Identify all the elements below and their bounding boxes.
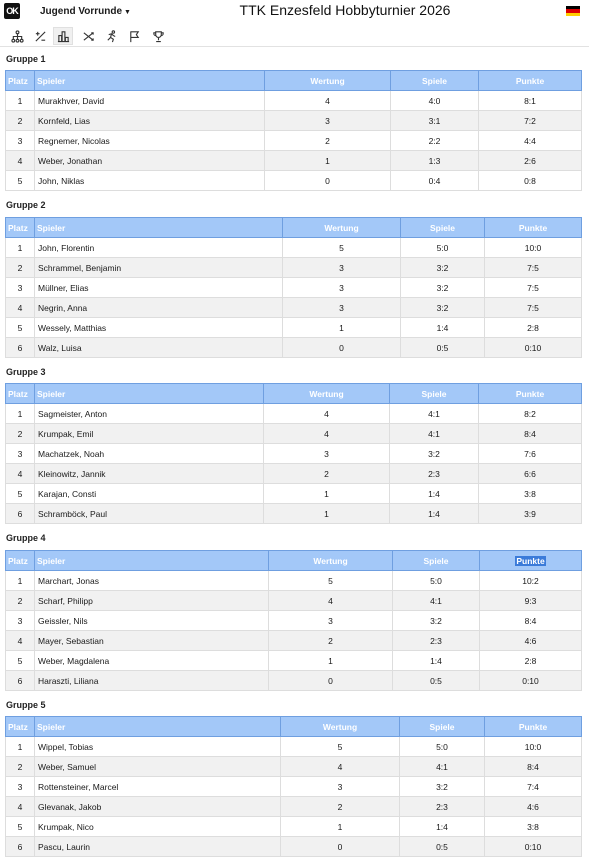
col-header-punkte[interactable]: Punkte [479, 71, 582, 91]
group-3-table [5, 383, 582, 524]
cell-wertung: 4 [269, 591, 393, 611]
cell-punkte: 7:6 [479, 444, 582, 464]
cell-platz: 6 [6, 338, 35, 358]
cell-spieler: Geissler, Nils [35, 611, 269, 631]
cell-spiele: 3:1 [391, 111, 479, 131]
col-header-spieler[interactable]: Spieler [35, 71, 265, 91]
cell-spieler: Sagmeister, Anton [35, 404, 264, 424]
cell-wertung: 3 [269, 611, 393, 631]
cell-spieler: Weber, Jonathan [35, 151, 265, 171]
table-header-row [6, 218, 582, 238]
cell-spiele: 4:1 [390, 424, 479, 444]
shuffle-icon [82, 30, 95, 43]
col-header-wertung[interactable]: Wertung [269, 551, 393, 571]
runner-button[interactable] [101, 27, 121, 45]
cell-wertung: 1 [265, 151, 391, 171]
chevron-down-icon: ▼ [124, 9, 131, 16]
cell-wertung: 4 [264, 404, 390, 424]
cell-platz: 3 [6, 131, 35, 151]
table-row[interactable] [6, 504, 582, 524]
cell-punkte: 2:8 [485, 318, 582, 338]
cell-spieler: Krumpak, Nico [35, 817, 281, 837]
col-header-platz[interactable]: Platz [6, 717, 35, 737]
table-row[interactable] [6, 571, 582, 591]
cell-spiele: 5:0 [400, 737, 485, 757]
table-row[interactable] [6, 171, 582, 191]
cell-punkte: 7:5 [485, 258, 582, 278]
round-select-label: Jugend Vorrunde [40, 6, 123, 17]
cell-wertung: 0 [265, 171, 391, 191]
cell-spiele: 1:3 [391, 151, 479, 171]
col-header-spiele[interactable]: Spiele [393, 551, 480, 571]
score-edit-icon [34, 30, 47, 43]
cell-spieler: Krumpak, Emil [35, 424, 264, 444]
cell-spiele: 4:1 [390, 404, 479, 424]
cell-punkte: 9:3 [480, 591, 582, 611]
cell-spieler: Machatzek, Noah [35, 444, 264, 464]
cell-spieler: Rottensteiner, Marcel [35, 777, 281, 797]
cell-wertung: 3 [283, 258, 401, 278]
cell-spieler: Schramböck, Paul [35, 504, 264, 524]
col-header-platz[interactable]: Platz [6, 71, 35, 91]
cell-wertung: 4 [264, 424, 390, 444]
cell-spieler: Karajan, Consti [35, 484, 264, 504]
cell-spiele: 4:0 [391, 91, 479, 111]
cell-platz: 2 [6, 424, 35, 444]
title-bar [0, 0, 589, 24]
cell-spiele: 1:4 [400, 817, 485, 837]
cell-punkte: 3:9 [479, 504, 582, 524]
cell-spiele: 3:2 [401, 278, 485, 298]
cell-wertung: 2 [264, 464, 390, 484]
table-row[interactable] [6, 671, 582, 691]
table-row[interactable] [6, 797, 582, 817]
cell-spieler: John, Florentin [35, 238, 283, 258]
standings-chart-button[interactable] [53, 27, 73, 45]
cell-punkte: 8:1 [479, 91, 582, 111]
group-5-table [5, 716, 582, 857]
table-row[interactable] [6, 238, 582, 258]
cell-wertung: 3 [265, 111, 391, 131]
cell-spieler: Walz, Luisa [35, 338, 283, 358]
cell-punkte: 10:0 [485, 737, 582, 757]
cell-punkte: 7:4 [485, 777, 582, 797]
cell-platz: 4 [6, 464, 35, 484]
cell-platz: 6 [6, 504, 35, 524]
cell-punkte: 0:10 [480, 671, 582, 691]
cell-spiele: 1:4 [390, 504, 479, 524]
group-4-table [5, 550, 582, 691]
cell-platz: 1 [6, 404, 35, 424]
cell-platz: 5 [6, 171, 35, 191]
cell-platz: 1 [6, 91, 35, 111]
cell-platz: 4 [6, 797, 35, 817]
col-header-spiele[interactable]: Spiele [391, 71, 479, 91]
table-row[interactable] [6, 611, 582, 631]
cell-punkte: 10:0 [485, 238, 582, 258]
cell-wertung: 0 [283, 338, 401, 358]
cell-punkte: 7:2 [479, 111, 582, 131]
cell-spieler: Glevanak, Jakob [35, 797, 281, 817]
cell-platz: 3 [6, 444, 35, 464]
cell-punkte: 7:5 [485, 278, 582, 298]
cell-spiele: 3:2 [393, 611, 480, 631]
table-row[interactable] [6, 837, 582, 857]
table-row[interactable] [6, 131, 582, 151]
cell-spiele: 4:1 [400, 757, 485, 777]
cell-spieler: Scharf, Philipp [35, 591, 269, 611]
cell-platz: 6 [6, 837, 35, 857]
cell-spiele: 1:4 [393, 651, 480, 671]
shuffle-button[interactable] [78, 27, 98, 45]
group-1-title: Gruppe 1 [6, 54, 46, 64]
cell-spiele: 0:5 [393, 671, 480, 691]
cell-spiele: 1:4 [390, 484, 479, 504]
col-header-spieler[interactable]: Spieler [35, 717, 281, 737]
col-header-wertung[interactable]: Wertung [281, 717, 400, 737]
cell-wertung: 1 [269, 651, 393, 671]
table-row[interactable] [6, 91, 582, 111]
table-row[interactable] [6, 464, 582, 484]
cell-platz: 4 [6, 298, 35, 318]
col-header-spieler[interactable]: Spieler [35, 551, 269, 571]
cell-punkte: 4:4 [479, 131, 582, 151]
cell-spiele: 2:3 [393, 631, 480, 651]
cell-spiele: 5:0 [401, 238, 485, 258]
cell-platz: 4 [6, 151, 35, 171]
cell-wertung: 4 [281, 757, 400, 777]
col-header-spieler[interactable]: Spieler [35, 218, 283, 238]
cell-spieler: Regnemer, Nicolas [35, 131, 265, 151]
table-row[interactable] [6, 298, 582, 318]
cell-wertung: 2 [269, 631, 393, 651]
cell-punkte: 4:6 [480, 631, 582, 651]
cell-platz: 5 [6, 817, 35, 837]
cell-spiele: 1:4 [401, 318, 485, 338]
app-logo: OK [4, 3, 20, 19]
col-header-punkte-selected[interactable] [480, 551, 582, 571]
cell-platz: 5 [6, 651, 35, 671]
cell-spieler: Wessely, Matthias [35, 318, 283, 338]
cell-wertung: 2 [281, 797, 400, 817]
table-row[interactable] [6, 318, 582, 338]
cell-punkte: 4:6 [485, 797, 582, 817]
cell-wertung: 3 [281, 777, 400, 797]
cell-wertung: 4 [265, 91, 391, 111]
cell-spiele: 0:4 [391, 171, 479, 191]
cell-spiele: 0:5 [401, 338, 485, 358]
cell-punkte: 3:8 [485, 817, 582, 837]
table-row[interactable] [6, 151, 582, 171]
selected-header-text: Punkte [516, 555, 545, 566]
cell-wertung: 1 [264, 504, 390, 524]
cell-platz: 1 [6, 571, 35, 591]
cell-spiele: 2:3 [390, 464, 479, 484]
table-row[interactable] [6, 404, 582, 424]
table-row[interactable] [6, 591, 582, 611]
cell-spieler: Pascu, Laurin [35, 837, 281, 857]
round-select-dropdown[interactable] [40, 6, 131, 17]
cell-punkte: 8:4 [480, 611, 582, 631]
cell-spiele: 3:2 [401, 298, 485, 318]
cell-wertung: 3 [264, 444, 390, 464]
col-header-spieler[interactable]: Spieler [35, 384, 264, 404]
cell-punkte: 0:10 [485, 338, 582, 358]
col-header-wertung[interactable]: Wertung [264, 384, 390, 404]
cell-spieler: Haraszti, Liliana [35, 671, 269, 691]
group-1-table [5, 70, 582, 191]
group-5-title: Gruppe 5 [6, 700, 46, 710]
cell-platz: 2 [6, 258, 35, 278]
cell-spieler: John, Niklas [35, 171, 265, 191]
group-2-table [5, 217, 582, 358]
cell-platz: 2 [6, 591, 35, 611]
table-row[interactable] [6, 258, 582, 278]
trophy-button[interactable] [148, 27, 168, 45]
table-header-row [6, 71, 582, 91]
cell-spieler: Weber, Magdalena [35, 651, 269, 671]
flag-icon [128, 30, 141, 43]
cell-wertung: 5 [283, 238, 401, 258]
table-header-row [6, 551, 582, 571]
table-row[interactable] [6, 817, 582, 837]
cell-platz: 1 [6, 737, 35, 757]
runner-icon [105, 30, 118, 43]
cell-punkte: 8:2 [479, 404, 582, 424]
col-header-wertung[interactable]: Wertung [265, 71, 391, 91]
cell-spiele: 4:1 [393, 591, 480, 611]
table-row[interactable] [6, 278, 582, 298]
cell-platz: 2 [6, 111, 35, 131]
table-row[interactable] [6, 777, 582, 797]
cell-punkte: 3:8 [479, 484, 582, 504]
cell-spiele: 3:2 [400, 777, 485, 797]
cell-spieler: Müllner, Elias [35, 278, 283, 298]
cell-spiele: 3:2 [390, 444, 479, 464]
cell-spieler: Marchart, Jonas [35, 571, 269, 591]
cell-spieler: Schrammel, Benjamin [35, 258, 283, 278]
german-flag-icon[interactable] [566, 6, 580, 16]
cell-platz: 5 [6, 318, 35, 338]
cell-spieler: Kleinowitz, Jannik [35, 464, 264, 484]
cell-spiele: 2:3 [400, 797, 485, 817]
cell-platz: 6 [6, 671, 35, 691]
cell-platz: 2 [6, 757, 35, 777]
cell-wertung: 1 [281, 817, 400, 837]
cell-punkte: 6:6 [479, 464, 582, 484]
cell-spieler: Wippel, Tobias [35, 737, 281, 757]
group-3-title: Gruppe 3 [6, 367, 46, 377]
cell-punkte: 8:4 [479, 424, 582, 444]
cell-wertung: 3 [283, 298, 401, 318]
cell-punkte: 10:2 [480, 571, 582, 591]
cell-wertung: 1 [264, 484, 390, 504]
app-title: TTK Enzesfeld Hobbyturnier 2026 [239, 2, 451, 18]
table-row[interactable] [6, 484, 582, 504]
cell-platz: 4 [6, 631, 35, 651]
cell-spiele: 0:5 [400, 837, 485, 857]
cell-wertung: 0 [281, 837, 400, 857]
cell-wertung: 3 [283, 278, 401, 298]
cell-spieler: Kornfeld, Lias [35, 111, 265, 131]
group-2-title: Gruppe 2 [6, 200, 46, 210]
col-header-punkte[interactable]: Punkte [479, 384, 582, 404]
table-row[interactable] [6, 737, 582, 757]
cell-wertung: 1 [283, 318, 401, 338]
cell-punkte: 7:5 [485, 298, 582, 318]
col-header-wertung[interactable]: Wertung [283, 218, 401, 238]
table-row[interactable] [6, 757, 582, 777]
cell-platz: 3 [6, 611, 35, 631]
table-header-row [6, 717, 582, 737]
col-header-platz[interactable]: Platz [6, 218, 35, 238]
cell-platz: 1 [6, 238, 35, 258]
col-header-punkte[interactable]: Punkte [485, 218, 582, 238]
cell-punkte: 0:8 [479, 171, 582, 191]
cell-platz: 3 [6, 777, 35, 797]
group-4-title: Gruppe 4 [6, 533, 46, 543]
cell-spiele: 5:0 [393, 571, 480, 591]
col-header-punkte[interactable]: Punkte [485, 717, 582, 737]
bracket-tree-icon [11, 30, 24, 43]
cell-spiele: 3:2 [401, 258, 485, 278]
standings-chart-icon [57, 30, 70, 43]
col-header-spiele[interactable]: Spiele [401, 218, 485, 238]
col-header-platz[interactable]: Platz [6, 384, 35, 404]
cell-spieler: Mayer, Sebastian [35, 631, 269, 651]
col-header-platz[interactable]: Platz [6, 551, 35, 571]
cell-punkte: 8:4 [485, 757, 582, 777]
table-row[interactable] [6, 424, 582, 444]
cell-spiele: 2:2 [391, 131, 479, 151]
toolbar [0, 26, 589, 47]
cell-wertung: 0 [269, 671, 393, 691]
score-edit-button[interactable] [30, 27, 50, 45]
trophy-icon [152, 30, 165, 43]
flag-button[interactable] [124, 27, 144, 45]
cell-spieler: Negrin, Anna [35, 298, 283, 318]
col-header-spiele[interactable]: Spiele [390, 384, 479, 404]
cell-platz: 3 [6, 278, 35, 298]
cell-wertung: 2 [265, 131, 391, 151]
cell-spieler: Weber, Samuel [35, 757, 281, 777]
cell-wertung: 5 [269, 571, 393, 591]
cell-punkte: 2:8 [480, 651, 582, 671]
table-row[interactable] [6, 338, 582, 358]
cell-wertung: 5 [281, 737, 400, 757]
table-row[interactable] [6, 631, 582, 651]
cell-platz: 5 [6, 484, 35, 504]
table-row[interactable] [6, 651, 582, 671]
col-header-spiele[interactable]: Spiele [400, 717, 485, 737]
bracket-tree-button[interactable] [7, 27, 27, 45]
table-header-row [6, 384, 582, 404]
cell-punkte: 0:10 [485, 837, 582, 857]
table-row[interactable] [6, 444, 582, 464]
cell-spieler: Murakhver, David [35, 91, 265, 111]
cell-punkte: 2:6 [479, 151, 582, 171]
table-row[interactable] [6, 111, 582, 131]
